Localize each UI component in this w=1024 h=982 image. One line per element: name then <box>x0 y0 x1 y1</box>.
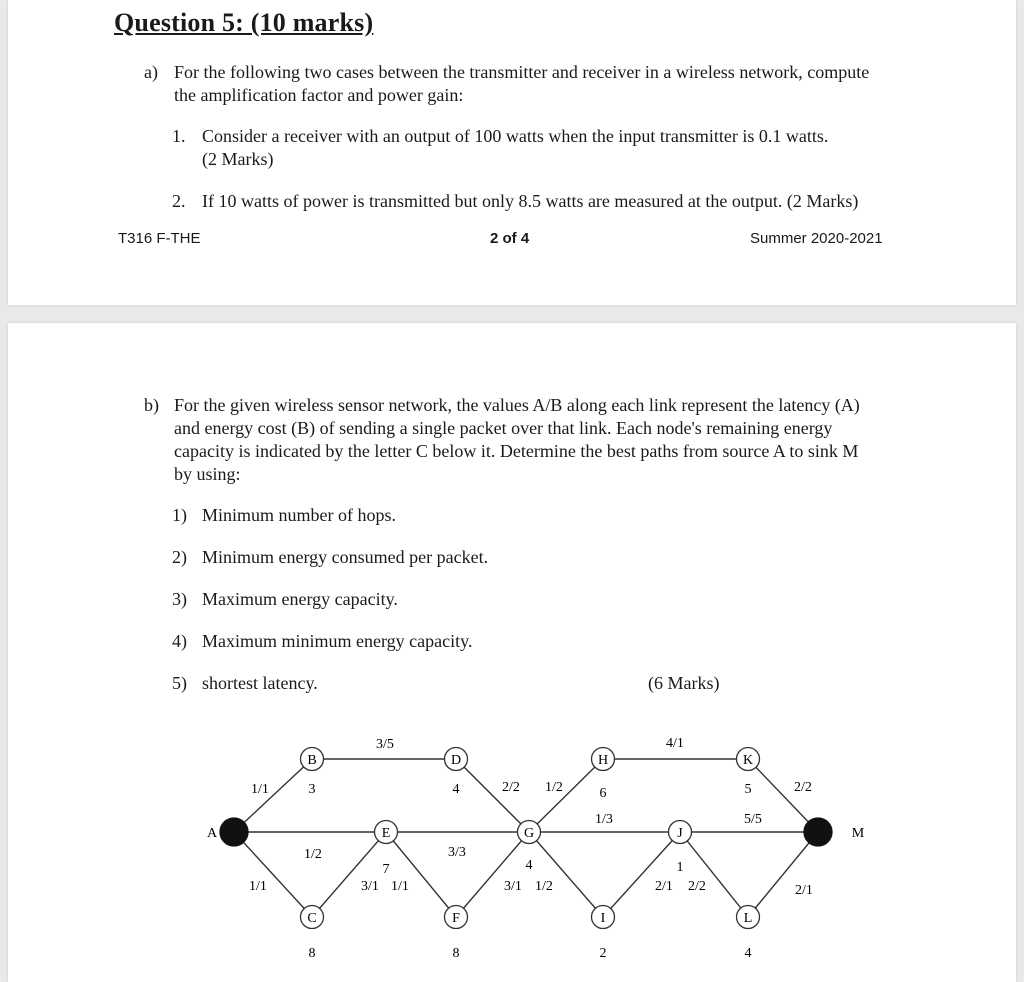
node-capacity-d: 4 <box>452 782 460 797</box>
node-m <box>804 818 832 846</box>
edge-label-d-g: 2/2 <box>502 780 520 795</box>
footer-page-number: 2 of 4 <box>490 230 530 247</box>
node-capacity-e: 7 <box>382 862 390 877</box>
edge-g-i <box>529 832 603 917</box>
node-capacity-h: 6 <box>599 786 607 801</box>
part-b-item-2-text: Minimum energy consumed per packet. <box>202 547 489 567</box>
node-capacity-j: 1 <box>676 860 684 875</box>
footer-term: Summer 2020-2021 <box>750 230 883 247</box>
edge-g-h <box>529 759 603 832</box>
part-b-line-2: and energy cost (B) of sending a single packet over that link. Each node's remaining energy <box>174 418 833 438</box>
part-b-item-4-text: Maximum minimum energy capacity. <box>202 631 473 651</box>
node-capacity-f: 8 <box>452 946 460 961</box>
part-a-item-1-line-2: (2 Marks) <box>202 149 274 169</box>
node-capacity-i: 2 <box>599 946 607 961</box>
part-b-line-3: capacity is indicated by the letter C below it. Determine the best paths from source A to sink M <box>174 441 859 461</box>
part-a-marker: a) <box>144 62 158 82</box>
sensor-network-diagram <box>8 323 1016 982</box>
node-label-f: F <box>452 911 460 926</box>
part-a-line-1: For the following two cases between the transmitter and receiver in a wireless network, compute <box>174 62 870 82</box>
edge-a-b <box>234 759 312 832</box>
edge-a-c <box>234 832 312 917</box>
node-label-l: L <box>743 911 753 926</box>
edge-label-g-h: 1/2 <box>545 780 563 795</box>
edge-label-e-f: 1/1 <box>391 879 409 894</box>
edge-e-f <box>386 832 456 917</box>
edge-label-c-e: 3/1 <box>361 879 379 894</box>
node-capacity-b: 3 <box>308 782 316 797</box>
edge-label-a-b: 1/1 <box>251 782 269 797</box>
edge-label-l-m: 2/1 <box>795 883 813 898</box>
node-capacity-c: 8 <box>308 946 316 961</box>
edge-label-k-m: 2/2 <box>794 780 812 795</box>
part-b-item-2-marker: 2) <box>172 547 187 567</box>
edge-l-m <box>748 832 818 917</box>
node-label-c: C <box>307 911 317 926</box>
part-b-item-3-text: Maximum energy capacity. <box>202 589 398 609</box>
edge-label-b-d: 3/5 <box>376 737 394 752</box>
node-label-m: M <box>851 826 865 841</box>
edge-j-l <box>680 832 748 917</box>
node-label-b: B <box>307 753 317 768</box>
part-b-item-3-marker: 3) <box>172 589 187 609</box>
edge-c-e <box>312 832 386 917</box>
edge-i-j <box>603 832 680 917</box>
edge-label-i-j: 2/1 <box>655 879 673 894</box>
part-b-item-1-marker: 1) <box>172 505 187 525</box>
edge-label-g-j: 1/3 <box>595 812 613 827</box>
node-a <box>220 818 248 846</box>
edge-label-j-l: 2/2 <box>688 879 706 894</box>
node-label-d: D <box>450 753 462 768</box>
edge-label-a-c: 1/1 <box>249 879 267 894</box>
part-a-item-1-line-1: Consider a receiver with an output of 100 watts when the input transmitter is 0.1 watts. <box>202 126 829 146</box>
part-b-line-4: by using: <box>174 464 241 484</box>
edge-label-a-e: 1/2 <box>304 847 322 862</box>
edge-d-g <box>456 759 529 832</box>
part-b-marker: b) <box>144 395 159 415</box>
question-title: Question 5: (10 marks) <box>114 8 374 37</box>
edge-label-f-g: 3/1 <box>504 879 522 894</box>
node-label-e: E <box>381 826 391 841</box>
footer-course: T316 F-THE <box>118 230 201 247</box>
part-b-item-5-marker: 5) <box>172 673 187 693</box>
node-label-a: A <box>206 826 218 841</box>
document-page-2 <box>8 323 1016 982</box>
node-capacity-l: 4 <box>744 946 752 961</box>
node-label-i: I <box>600 911 606 926</box>
part-a-item-2-marker: 2. <box>172 191 186 211</box>
edge-label-g-i: 1/2 <box>535 879 553 894</box>
edge-f-g <box>456 832 529 917</box>
part-b-line-1: For the given wireless sensor network, the values A/B along each link represent the latency (A) <box>174 395 860 415</box>
node-capacity-k: 5 <box>744 782 752 797</box>
node-label-k: K <box>742 753 754 768</box>
part-b-item-5-text: shortest latency. <box>202 673 318 693</box>
document-page-1 <box>8 0 1016 305</box>
part-a-item-1-marker: 1. <box>172 126 186 146</box>
edge-label-j-m: 5/5 <box>744 812 762 827</box>
part-b-item-4-marker: 4) <box>172 631 187 651</box>
edge-label-h-k: 4/1 <box>666 736 684 751</box>
part-b-item-1-text: Minimum number of hops. <box>202 505 396 525</box>
part-a-line-2: the amplification factor and power gain: <box>174 85 464 105</box>
node-label-j: J <box>677 826 683 841</box>
part-b-marks: (6 Marks) <box>648 673 720 693</box>
node-label-g: G <box>523 826 535 841</box>
node-label-h: H <box>597 753 609 768</box>
part-a-item-2-line-1: If 10 watts of power is transmitted but only 8.5 watts are measured at the output. (2 Marks) <box>202 191 859 211</box>
edge-label-e-g: 3/3 <box>448 845 466 860</box>
node-capacity-g: 4 <box>525 858 533 873</box>
